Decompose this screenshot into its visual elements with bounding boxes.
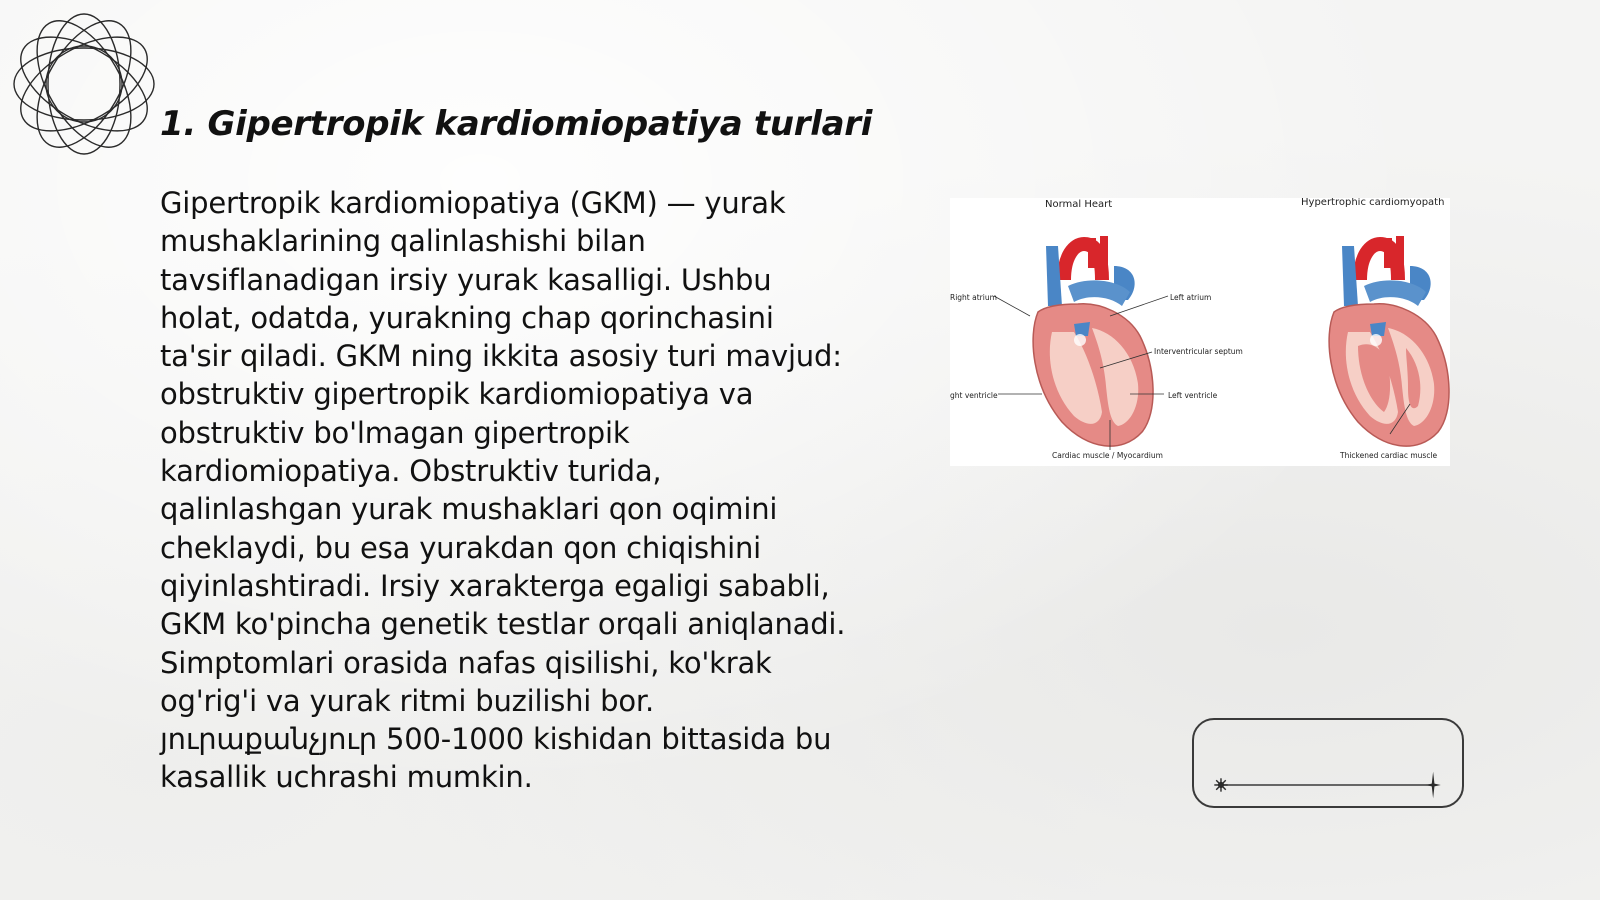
label-right-atrium: Right atrium [950,293,997,302]
label-myocardium: Cardiac muscle / Myocardium [1052,451,1163,460]
overlapping-circles-ornament-icon [8,8,160,160]
label-left-atrium: Left atrium [1170,293,1212,302]
label-right-ventricle: ght ventricle [950,391,998,400]
normal-heart-heading: Normal Heart [1045,199,1113,210]
label-thickened-muscle: Thickened cardiac muscle [1340,451,1438,460]
normal-heart-illustration [1033,236,1153,446]
label-left-ventricle: Left ventricle [1168,391,1218,400]
slide-body-text: Gipertropik kardiomiopatiya (GKM) — yurak mushaklarining qalinlashishi bilan tavsiflanadigan irsiy yurak kasalligi. Ushbu holat, odatda, yurakning chap qorinchasini ta'sir qiladi. GKM ning ikkita asosiy turi mavjud: obstruktiv gipertropik kardiomiopatiya va obstruktiv bo'lmagan gipertropik kardiomiopatiya. Obstruktiv turida, qalinlashgan yurak mushaklari qon oqimini cheklaydi, bu esa yurakdan qon chiqishini qiyinlashtiradi. Irsiy xarakterga egaligi sababli, GKM ko'pincha genetik testlar orqali aniqlanadi. Simptomlari orasida nafas qisilishi, ko'krak og'rig'i va yurak ritmi buzilishi bor. յուրաքանչյուր 500-1000 kishidan bittasida bu kasallik uchrashi mumkin. [160,186,846,795]
heart-diagram-image [950,198,1450,466]
hcm-heading: Hypertrophic cardiomyopath [1301,198,1445,208]
star-cross-icon [1425,772,1440,799]
decorative-line-box [1192,718,1464,808]
label-septum: Interventricular septum [1154,347,1243,356]
hypertrophic-heart-illustration [1329,236,1449,446]
sparkle-icon [1214,778,1227,791]
slide-title: 1. Gipertropik kardiomiopatiya turlari [160,104,873,144]
